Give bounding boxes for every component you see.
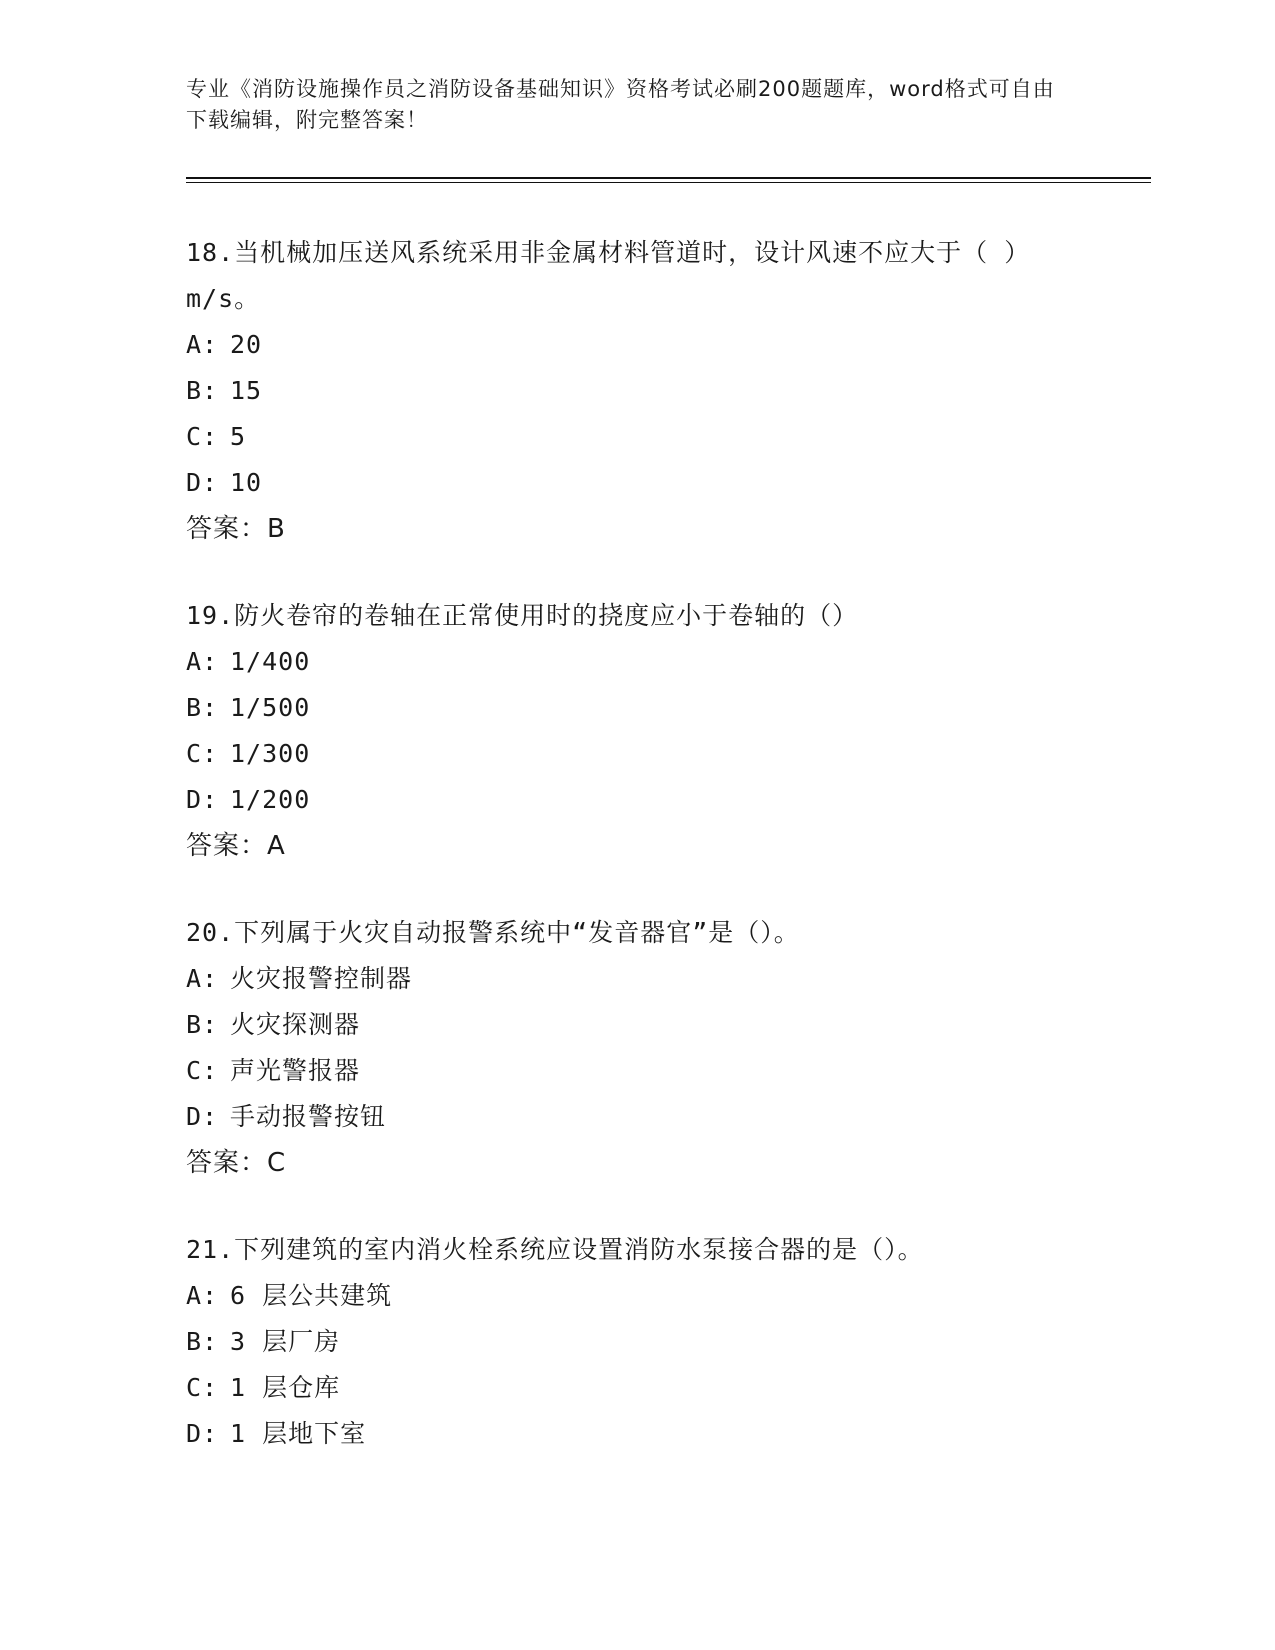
option-c — [186, 731, 1086, 777]
question-stem: 18.当机械加压送风系统采用非金属材料管道时，设计风速不应大于（ ）m/s。 — [186, 238, 1031, 313]
option-b — [186, 1319, 1086, 1365]
option-c — [186, 1365, 1086, 1411]
option-text: 10 — [230, 468, 263, 497]
question-list — [186, 230, 1086, 1498]
option-letter: D: — [186, 1102, 219, 1131]
header-divider-thick — [186, 177, 1151, 179]
option-a — [186, 639, 1086, 685]
option-text: 1 层地下室 — [230, 1419, 367, 1448]
option-c — [186, 1048, 1086, 1094]
question-20 — [186, 910, 1086, 1186]
option-letter: A: — [186, 1281, 219, 1310]
option-d — [186, 1411, 1086, 1457]
option-letter: B: — [186, 1010, 219, 1039]
question-21 — [186, 1227, 1086, 1457]
answer-line — [186, 1140, 1086, 1186]
option-text: 1/300 — [230, 739, 311, 768]
option-text: 火灾报警控制器 — [230, 964, 413, 993]
option-text: 6 层公共建筑 — [230, 1281, 393, 1310]
option-text: 1/400 — [230, 647, 311, 676]
document-header: 专业《消防设施操作员之消防设备基础知识》资格考试必刷200题题库，word格式可自由下载编辑，附完整答案！ — [186, 77, 1055, 132]
option-letter: B: — [186, 376, 219, 405]
option-letter: A: — [186, 964, 219, 993]
option-d — [186, 777, 1086, 823]
option-b — [186, 685, 1086, 731]
question-18 — [186, 230, 1086, 552]
option-letter: A: — [186, 330, 219, 359]
option-text: 5 — [230, 422, 247, 451]
option-text: 1 层仓库 — [230, 1373, 341, 1402]
option-letter: D: — [186, 1419, 219, 1448]
option-letter: C: — [186, 1373, 219, 1402]
option-c — [186, 414, 1086, 460]
option-letter: A: — [186, 647, 219, 676]
option-a — [186, 956, 1086, 1002]
answer-value: C — [267, 1148, 287, 1178]
option-letter: C: — [186, 739, 219, 768]
option-letter: C: — [186, 422, 219, 451]
question-stem: 20.下列属于火灾自动报警系统中“发音器官”是（）。 — [186, 918, 800, 947]
option-text: 火灾探测器 — [230, 1010, 361, 1039]
option-a — [186, 1273, 1086, 1319]
option-text: 1/200 — [230, 785, 311, 814]
option-text: 声光警报器 — [230, 1056, 361, 1085]
answer-line — [186, 823, 1086, 869]
header-divider-thin — [186, 182, 1151, 183]
option-a — [186, 322, 1086, 368]
option-text: 15 — [230, 376, 263, 405]
option-d — [186, 1094, 1086, 1140]
question-stem: 19.防火卷帘的卷轴在正常使用时的挠度应小于卷轴的（） — [186, 601, 859, 630]
option-letter: D: — [186, 785, 219, 814]
answer-value: B — [267, 514, 286, 544]
option-letter: D: — [186, 468, 219, 497]
answer-label: 答案： — [186, 514, 268, 544]
option-b — [186, 1002, 1086, 1048]
option-letter: B: — [186, 1327, 219, 1356]
answer-label: 答案： — [186, 1148, 268, 1178]
answer-label: 答案： — [186, 831, 268, 861]
question-stem: 21.下列建筑的室内消火栓系统应设置消防水泵接合器的是（）。 — [186, 1235, 924, 1264]
answer-value: A — [267, 831, 286, 861]
option-b — [186, 368, 1086, 414]
option-text: 手动报警按钮 — [230, 1102, 387, 1131]
answer-line — [186, 506, 1086, 552]
option-text: 20 — [230, 330, 263, 359]
option-text: 1/500 — [230, 693, 311, 722]
option-d — [186, 460, 1086, 506]
option-text: 3 层厂房 — [230, 1327, 341, 1356]
option-letter: C: — [186, 1056, 219, 1085]
option-letter: B: — [186, 693, 219, 722]
question-19 — [186, 593, 1086, 869]
